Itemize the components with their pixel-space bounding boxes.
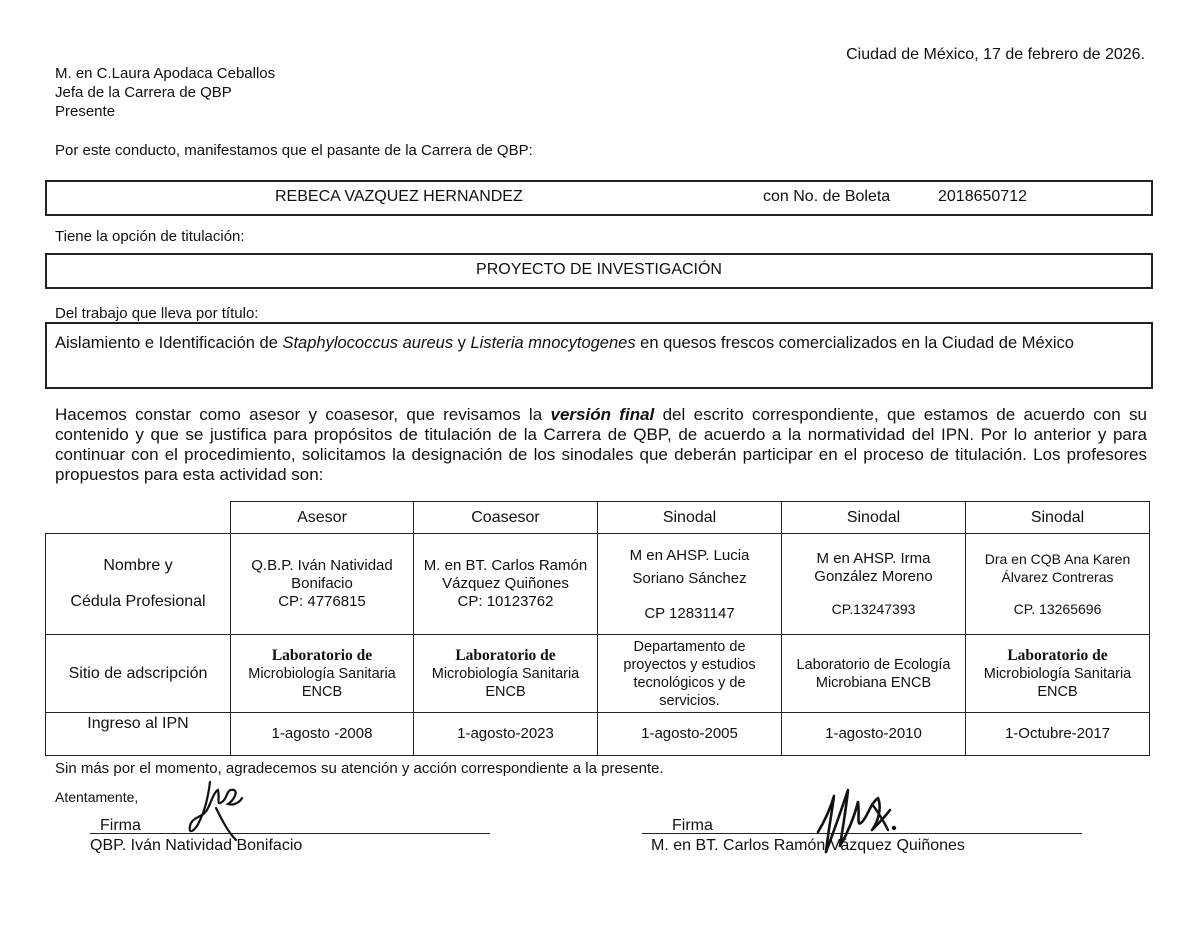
header-asesor: Asesor [231,502,414,534]
student-name: REBECA VAZQUEZ HERNANDEZ [275,188,523,205]
person-cedula: CP: 4776815 [278,593,366,610]
atentamente-text: Atentamente, [55,789,139,805]
site-line: Laboratorio de [1007,646,1108,664]
ingreso-cell: 1-Octubre-2017 [966,713,1150,756]
row-label-line: Cédula Profesional [70,593,206,610]
site-cell [414,635,598,713]
ingreso-cell: 1-agosto-2010 [782,713,966,756]
person-cell [966,534,1150,635]
table-row [46,635,1150,713]
recipient-name: M. en C.Laura Apodaca Ceballos [55,65,276,82]
table-corner [46,502,231,534]
row-label-site: Sitio de adscripción [46,635,231,713]
boleta-number: 2018650712 [938,188,1027,205]
site-line: Departamento de proyectos y estudios tecnológicos y de servicios. [623,638,756,709]
signature-2-label: Firma [672,817,713,834]
person-cell [414,534,598,635]
signature-1-scribble [178,778,248,844]
signature-1-name: QBP. Iván Natividad Bonifacio [90,837,303,854]
person-name: M. en BT. Carlos Ramón Vázquez Quiñones [423,557,588,592]
header-coasesor: Coasesor [414,502,598,534]
option-label: Tiene la opción de titulación: [55,228,245,245]
site-line: Laboratorio de [271,646,373,664]
header-sinodal-3: Sinodal [966,502,1150,534]
site-cell [966,635,1150,713]
ingreso-cell: 1-agosto -2008 [231,713,414,756]
signature-2-scribble [808,782,904,864]
boleta-label: con No. de Boleta [763,188,891,205]
person-cedula: CP.13247393 [831,601,916,617]
work-title-box [45,322,1153,389]
recipient-title: Jefa de la Carrera de QBP [55,84,232,101]
site-line: Microbiología Sanitaria ENCB [983,665,1132,700]
person-cedula: CP. 13265696 [1013,601,1102,617]
signature-2-name: M. en BT. Carlos Ramón Vázquez Quiñones [651,837,965,854]
site-line: Laboratorio de Ecología Microbiana ENCB [796,656,951,691]
ingreso-cell: 1-agosto-2023 [414,713,598,756]
letter-date: Ciudad de México, 17 de febrero de 2026. [846,46,1145,63]
row-label-line: Nombre y [103,557,173,574]
person-name: Q.B.P. Iván Natividad Bonifacio [251,557,393,592]
sinodales-table [45,501,1150,756]
person-name: M en AHSP. Lucia Soriano Sánchez [629,546,750,587]
person-cedula: CP: 10123762 [457,593,554,610]
work-label: Del trabajo que lleva por título: [55,305,259,322]
signature-1-line [90,833,490,834]
site-cell [598,635,782,713]
person-cedula: CP 12831147 [644,604,735,622]
body-paragraph [55,405,1147,485]
table-row [46,713,1150,756]
paragraph-text-2: del escrito correspondiente, que estamos de acuerdo con su contenido y que se justifica para propósitos de titulación de la Carrera de QBP, de acuerdo a la normatividad del IPN. Por lo anterior y para continuar con el procedimiento, solicitamos la designación de los sinodales que deberán participar en el proceso de titulación. Los profesores propuestos para esta actividad son: [55,405,1147,484]
title-text-2: y [453,334,471,352]
species-2: Listeria mnocytogenes [470,334,636,352]
title-text-1: Aislamiento e Identificación de [55,334,283,352]
header-sinodal-1: Sinodal [598,502,782,534]
option-value: PROYECTO DE INVESTIGACIÓN [476,261,722,278]
intro-text: Por este conducto, manifestamos que el pasante de la Carrera de QBP: [55,142,533,159]
person-cell [231,534,414,635]
option-box [45,253,1153,289]
person-cell [598,534,782,635]
recipient-block [55,64,275,121]
person-name: M en AHSP. Irma González Moreno [814,550,933,585]
person-name: Dra en CQB Ana Karen Álvarez Contreras [984,551,1131,585]
ingreso-cell: 1-agosto-2005 [598,713,782,756]
site-line: Microbiología Sanitaria ENCB [431,665,580,700]
person-cell [782,534,966,635]
closing-text: Sin más por el momento, agradecemos su atención y acción correspondiente a la presente. [55,760,664,777]
student-box [45,180,1153,216]
site-cell [782,635,966,713]
paragraph-emphasis: versión final [550,405,655,424]
recipient-status: Presente [55,103,116,120]
site-cell [231,635,414,713]
work-title [55,328,1143,359]
row-label-ingreso: Ingreso al IPN [46,713,231,756]
paragraph-text-1: Hacemos constar como asesor y coasesor, que revisamos la [55,405,551,424]
row-label-name [46,534,231,635]
site-line: Microbiología Sanitaria ENCB [248,665,396,700]
table-row [46,534,1150,635]
table-header-row [46,502,1150,534]
title-text-3: en quesos frescos comercializados en la Ciudad de México [635,334,1074,352]
site-line: Laboratorio de [455,646,556,664]
signature-1-label: Firma [100,817,141,834]
species-1: Staphylococcus aureus [282,334,454,352]
header-sinodal-2: Sinodal [782,502,966,534]
